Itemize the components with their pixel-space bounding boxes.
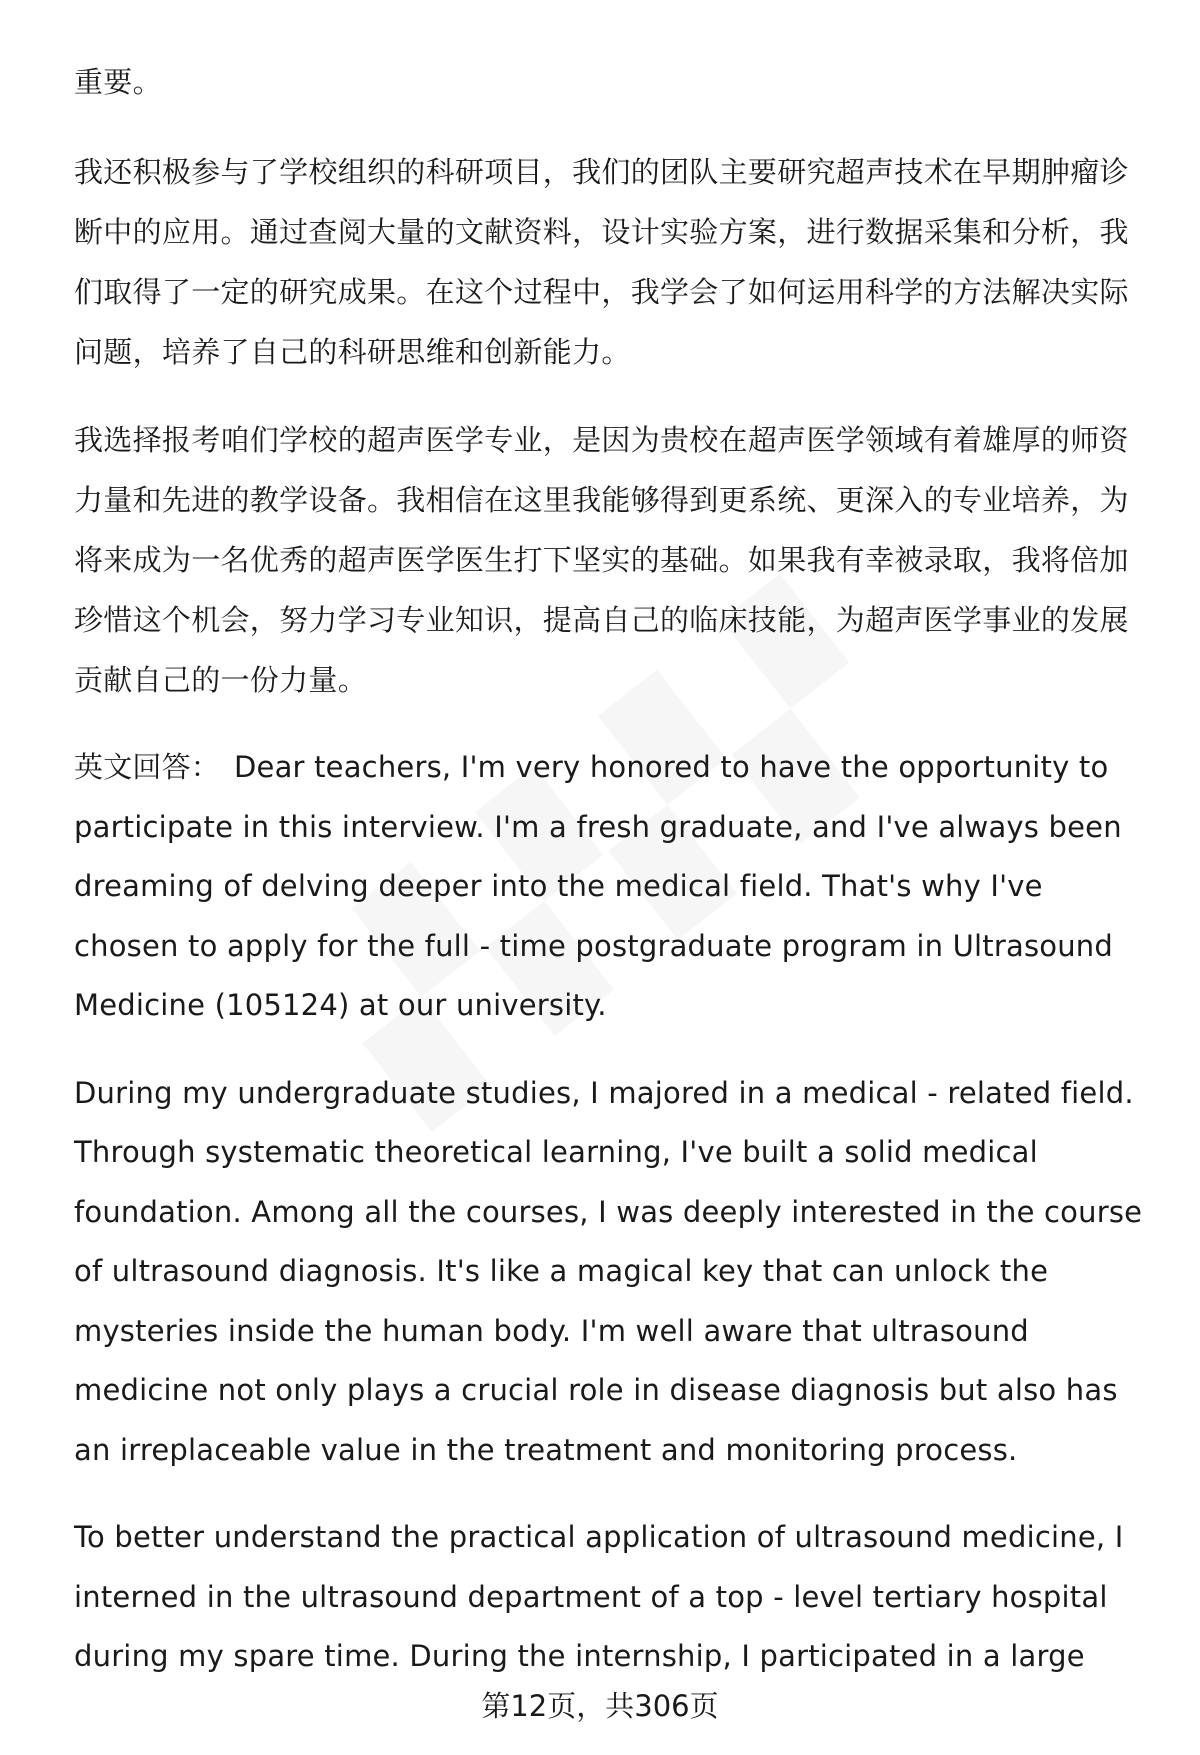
english-answer-label: 英文回答： [74,750,221,784]
paragraph-continuation: 重要。 [74,65,162,99]
paragraph-research: 我还积极参与了学校组织的科研项目，我们的团队主要研究超声技术在早期肿瘤诊断中的应用。通过查阅大量的文献资料，设计实验方案，进行数据采集和分析，我们取得了一定的研究成果。在这个过程中，我学会了如何运用科学的方法解决实际问题，培养了自己的科研思维和创新能力。 [74,155,1129,369]
paragraph-english-studies: During my undergraduate studies, I majored in a medical - related field. Through systematic theoretical learning, I've built a solid medical foundation. Among all the courses, I was deeply interested in the course of ultrasound diagnosis. It's like a magical key that can unlock the mysteries inside the human body. I'm well aware that ultrasound medicine not only plays a crucial role in disease diagnosis but also has an irreplaceable value in the treatment and monitoring process. [74,1075,1143,1467]
document-body [74,52,1154,1715]
paragraph-english-intro [74,738,1154,1036]
page-number: 第12页，共306页 [481,1689,719,1723]
paragraph-english-internship: To better understand the practical application of ultrasound medicine, I interned in the ultrasound department of a top - level tertiary hospital during my spare time. During the internship, I participated in a large [74,1520,1124,1673]
english-intro-text: Dear teachers, I'm very honored to have the opportunity to participate in this interview. I'm a fresh graduate, and I've always been dreaming of delving deeper into the medical field. That's why I've chosen to apply for the full - time postgraduate program in Ultrasound Medicine (105124) at our university. [74,750,1122,1022]
paragraph-motivation: 我选择报考咱们学校的超声医学专业，是因为贵校在超声医学领域有着雄厚的师资力量和先进的教学设备。我相信在这里我能够得到更系统、更深入的专业培养，为将来成为一名优秀的超声医学医生打下坚实的基础。如果我有幸被录取，我将倍加珍惜这个机会，努力学习专业知识，提高自己的临床技能，为超声医学事业的发展贡献自己的一份力量。 [74,423,1129,697]
